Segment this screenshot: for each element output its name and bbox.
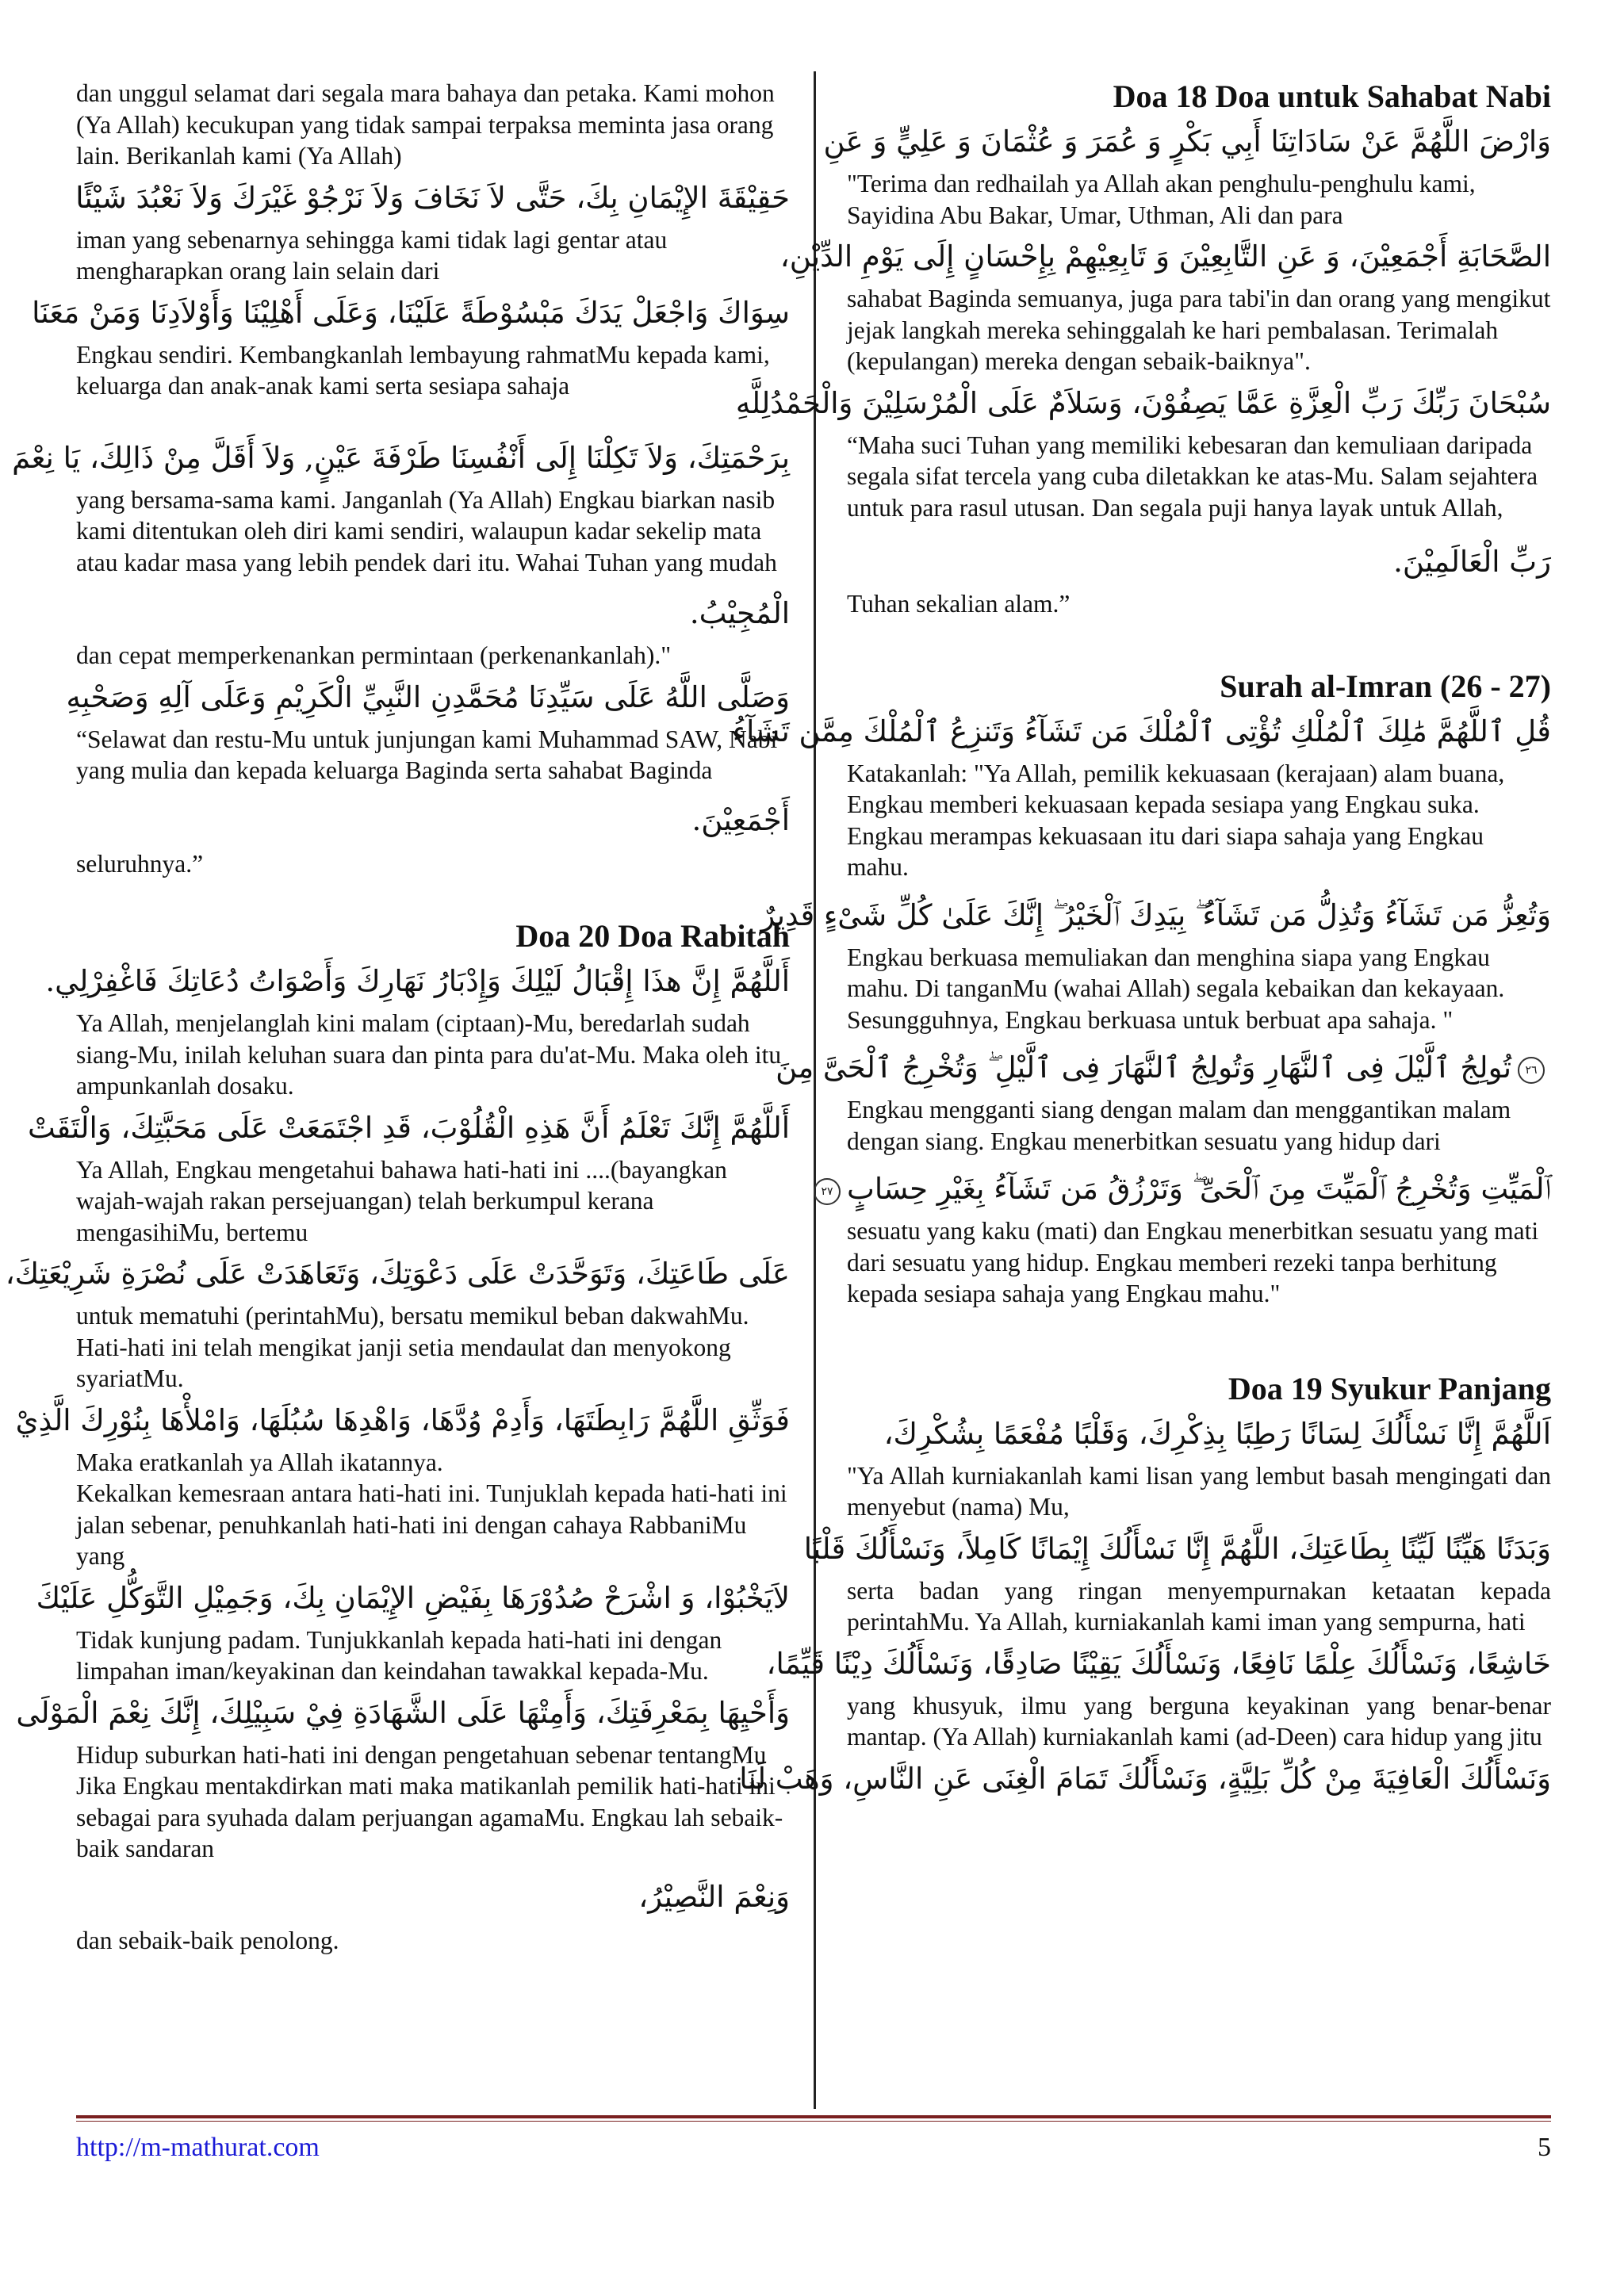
section-heading-doa-18: Doa 18 Doa untuk Sahabat Nabi <box>1113 78 1551 114</box>
quran-line <box>821 1168 1551 1211</box>
arabic-line: لاَيَخْبُوْا، وَ اشْرَحْ صُدُوْرَهَا بِفَيْضِ الإِيْمَانِ بِكَ، وَجَمِيْلِ التَّوَكُّلِ عَلَيْكَ <box>36 1580 790 1615</box>
arabic-line: الصَّحَابَةِ أَجْمَعِيْنَ، وَ عَنِ التَّابِعِيْنَ وَ تَابِعِيْهِمْ بِإِحْسَانٍ إِلَى يَوْمِ الدِّيْنِ، <box>779 239 1551 274</box>
arabic-line: وَنَسْأَلُكَ الْعَافِيَةَ مِنْ كُلِّ بَلِيَّةٍ، وَنَسْأَلُكَ تَمَامَ الْغِنَى عَنِ النَّاسِ، وَهَبْ لَنَا <box>739 1761 1551 1796</box>
paragraph: "Ya Allah kurniakanlah kami lisan yang lembut basah mengingati dan menyebut (nama) Mu, <box>847 1461 1551 1521</box>
footer-rule <box>76 2115 1551 2118</box>
arabic-line: أَجْمَعِيْنَ. <box>691 802 790 837</box>
arabic-line: سِوَاكَ وَاجْعَلْ يَدَكَ مَبْسُوْطَةً عَلَيْنَا، وَعَلَى أَهْلِيْنَا وَأَوْلاَدِنَا وَمَنْ مَعَنَا <box>32 295 790 330</box>
paragraph: Tidak kunjung padam. Tunjukkanlah kepada hati-hati ini dengan limpahan iman/keyakinan dan keindahan tawakkal kepada-Mu. <box>76 1625 722 1685</box>
arabic-line: اَللَّهُمَّ إِنَّا نَسْأَلُكَ لِسَانًا رَطِبًا بِذِكْرِكَ، وَقَلْبًا مُفْعَمًا بِشُكْرِكَ، <box>883 1416 1551 1451</box>
paragraph: serta badan yang ringan menyempurnakan ketaatan kepada perintahMu. Ya Allah, kurniakanlah kami iman yang sempurna, hati <box>847 1576 1551 1636</box>
quran-text: ٱلْمَيِّتِ وَتُخْرِجُ ٱلْمَيِّتَ مِنَ ٱلْحَىِّ ۖ وَتَرْزُقُ مَن تَشَآءُ بِغَيْرِ حِسَابٍ <box>847 1172 1551 1206</box>
arabic-line: سُبْحَانَ رَبِّكَ رَبِّ الْعِزَّةِ عَمَّا يَصِفُوْنَ، وَسَلاَمٌ عَلَى الْمُرْسَلِيْنَ وَالْحَمْدُلِلَّهِ <box>735 385 1551 420</box>
arabic-line: وَبَدَنًا هَيِّنًا لَيِّنًا بِطَاعَتِكَ، اللَّهُمَّ إِنَّا نَسْأَلُكَ إِيْمَانًا كَامِلاً، وَنَسْأَلُكَ قَلْبًا <box>803 1531 1551 1566</box>
paragraph: Ya Allah, Engkau mengetahui bahawa hati-hati ini ....(bayangkan wajah-wajah rakan persejuangan) telah berkumpul kerana mengasihiMu, bertemu <box>76 1155 727 1246</box>
arabic-line: فَوَثِّقِ اللَّهُمَّ رَابِطَتَهَا، وَأَدِمْ وُدَّهَا، وَاهْدِهَا سُبُلَهَا، وَامْلأْهَا بِنُوْرِكَ الَّذِيْ <box>15 1402 790 1437</box>
paragraph: untuk mematuhi (perintahMu), bersatu memikul beban dakwahMu. Hati-hati ini telah mengikat janji setia mendaulat dan menyokong syariatMu. <box>76 1302 749 1392</box>
arabic-line: الْمُجِيْبُ. <box>689 596 790 630</box>
paragraph: dan unggul selamat dari segala mara bahaya dan petaka. Kami mohon (Ya Allah) kecukupan yang tidak sampai terpaksa meminta jasa orang lain. Berikanlah kami (Ya Allah) <box>76 79 775 170</box>
footer-rule-thin <box>76 2121 1551 2122</box>
quran-line: وَتُعِزُّ مَن تَشَآءُ وَتُذِلُّ مَن تَشَآءُ ۖ بِيَدِكَ ٱلْخَيْرُ ۖ إِنَّكَ عَلَىٰ كُلِّ شَىْءٍ قَدِيرٌ <box>760 897 1551 932</box>
page-number: 5 <box>1538 2133 1551 2162</box>
paragraph: Tuhan sekalian alam.” <box>847 590 1071 618</box>
paragraph: Engkau berkuasa memuliakan dan menghina siapa yang Engkau mahu. Di tanganMu (wahai Allah) segala kebaikan dan kekayaan. Sesungguhnya, Engkau berkuasa untuk berbuat apa sahaja. " <box>847 943 1505 1034</box>
section-heading-surah: Surah al-Imran (26 - 27) <box>1220 668 1551 704</box>
footer-website-link[interactable]: http://m-mathurat.com <box>76 2133 320 2162</box>
paragraph: Maka eratkanlah ya Allah ikatannya. <box>76 1448 443 1476</box>
paragraph: “Selawat dan restu-Mu untuk junjungan kami Muhammad SAW, Nabi yang mulia dan kepada keluarga Baginda serta sahabat Baginda <box>76 725 778 784</box>
paragraph: Katakanlah: "Ya Allah, pemilik kekuasaan (kerajaan) alam buana, Engkau memberi kekuasaan kepada sesiapa yang Engkau suka. Engkau merampas kekuasaan itu dari siapa sahaja yang Engkau mahu. <box>847 759 1505 881</box>
ayah-number-marker: ٢٦ <box>1518 1057 1545 1084</box>
paragraph: sesuatu yang kaku (mati) dan Engkau menerbitkan sesuatu yang mati dari sesuatu yang hidup. Engkau memberi rezeki tanpa berhitung kepada sesiapa sahaja yang Engkau mahu." <box>847 1217 1539 1307</box>
section-heading-doa-20: Doa 20 Doa Rabitah <box>515 918 790 954</box>
arabic-line: وَأَحْيِهَا بِمَعْرِفَتِكَ، وَأَمِتْهَا عَلَى الشَّهَادَةِ فِيْ سَبِيْلِكَ، إِنَّكَ نِعْمَ الْمَوْلَى <box>16 1695 790 1730</box>
paragraph: “Maha suci Tuhan yang memiliki kebesaran dan kemuliaan daripada segala sifat tercela yang cuba diletakkan ke atas-Mu. Salam sejahtera untuk para rasul utusan. Dan segala puji hanya layak untuk Allah, <box>847 430 1538 522</box>
section-heading-doa-19: Doa 19 Syukur Panjang <box>1228 1370 1551 1406</box>
paragraph: dan cepat memperkenankan permintaan (perkenankanlah)." <box>76 641 672 669</box>
column-divider <box>814 71 816 2109</box>
paragraph: Hidup suburkan hati-hati ini dengan pengetahuan sebenar tentangMu Jika Engkau mentakdirkan mati maka matikanlah pemilik hati-hati ini sebagai para syuhada dalam perjuangan agamaMu. Engkau lah sebaik-baik sandaran <box>76 1740 783 1862</box>
paragraph: Kekalkan kemesraan antara hati-hati ini. Tunjuklah kepada hati-hati ini jalan sebenar, penuhkanlah hati-hati ini dengan cahaya RabbaniMu yang <box>76 1479 787 1570</box>
arabic-line: وَنِعْمَ النَّصِيْرُ، <box>638 1879 790 1914</box>
arabic-line: حَقِيْقَةَ الإِيْمَانِ بِكَ، حَتَّى لاَ نَخَافَ وَلاَ نَرْجُوْ غَيْرَكَ وَلاَ نَعْبُدَ شَيْئًا <box>75 180 790 215</box>
paragraph: dan sebaik-baik penolong. <box>76 1926 339 1954</box>
paragraph: Engkau sendiri. Kembangkanlah lembayung rahmatMu kepada kami, keluarga dan anak-anak kami serta sesiapa sahaja <box>76 340 770 400</box>
paragraph: iman yang sebenarnya sehingga kami tidak lagi gentar atau mengharapkan orang lain selain dari <box>76 225 668 285</box>
left-column <box>5 78 790 1956</box>
quran-line: قُلِ ٱللَّهُمَّ مَٰلِكَ ٱلْمُلْكِ تُؤْتِى ٱلْمُلْكَ مَن تَشَآءُ وَتَنزِعُ ٱلْمُلْكَ مِمَّن تَشَآءُ <box>732 714 1551 748</box>
paragraph: "Terima dan redhailah ya Allah akan penghulu-penghulu kami, Sayidina Abu Bakar, Umar, Uthman, Ali dan para <box>847 170 1476 229</box>
arabic-line: أَللَّهُمَّ إِنَّكَ تَعْلَمُ أَنَّ هَذِهِ الْقُلُوْبَ، قَدِ اجْتَمَعَتْ عَلَى مَحَبَّتِكَ، وَالْتَقَتْ <box>27 1110 790 1145</box>
quran-line <box>776 1047 1551 1089</box>
arabic-line: أَللَّهُمَّ إِنَّ هذَا إِقْبَالُ لَيْلِكَ وَإِدْبَارُ نَهَارِكَ وَأَصْوَاتُ دُعَاتِكَ فَاغْفِرْلِي. <box>45 964 790 998</box>
paragraph: yang khusyuk, ilmu yang berguna keyakinan yang benar-benar mantap. (Ya Allah) kurniakanlah kami (ad-Deen) cara hidup yang jitu <box>847 1691 1551 1751</box>
quran-text: تُولِجُ ٱلَّيْلَ فِى ٱلنَّهَارِ وَتُولِجُ ٱلنَّهَارَ فِى ٱلَّيْلِ ۖ وَتُخْرِجُ ٱلْحَىَّ مِنَ <box>776 1050 1511 1085</box>
paragraph: Engkau mengganti siang dengan malam dan menggantikan malam dengan siang. Engkau menerbitkan sesuatu yang hidup dari <box>847 1096 1511 1155</box>
ayah-number-marker: ٢٧ <box>814 1178 841 1205</box>
paragraph: sahabat Baginda semuanya, juga para tabi'in dan orang yang mengikut jejak langkah mereka sehinggalah ke hari pembalasan. Terimalah (kepulangan) mereka dengan sebaik-baiknya". <box>847 285 1551 375</box>
arabic-line: وَارْضَ اللَّهُمَّ عَنْ سَادَاتِنَا أَبِي بَكْرٍ وَ عُمَرَ وَ عُثْمَانَ وَ عَلِيٍّ وَ عَنِ <box>823 124 1551 159</box>
arabic-line: رَبِّ الْعَالَمِيْنَ. <box>1393 545 1551 579</box>
paragraph: Ya Allah, menjelanglah kini malam (ciptaan)-Mu, beredarlah sudah siang-Mu, inilah keluhan suara dan pinta para du'at-Mu. Maka oleh itu ampunkanlah dosaku. <box>76 1009 782 1100</box>
arabic-line: بِرَحْمَتِكَ، وَلاَ تَكِلْنَا إِلَى أَنْفُسِنَا طَرْفَةَ عَيْنٍ, وَلاَ أَقَلَّ مِنْ ذَالِكَ، يَا نِعْمَ <box>12 440 790 475</box>
paragraph: seluruhnya.” <box>76 849 204 878</box>
paragraph: yang bersama-sama kami. Janganlah (Ya Allah) Engkau biarkan nasib kami ditentukan oleh diri kami sendiri, walaupun kadar sekelip mata atau kadar masa yang lebih pendek dari itu. Wahai Tuhan yang mudah <box>76 485 777 576</box>
arabic-line: خَاشِعًا، وَنَسْأَلُكَ عِلْمًا نَافِعًا، وَنَسْأَلُكَ يَقِيْنًا صَادِقًا، وَنَسْأَلُكَ دِيْنًا قَيِّمًا، <box>766 1646 1551 1681</box>
arabic-line: وَصَلَّى اللَّهُ عَلَى سَيِّدِنَا مُحَمَّدِنِ النَّبِيِّ الْكَرِيْمِ وَعَلَى آلِهِ وَصَحْبِهِ <box>66 679 790 714</box>
arabic-line: عَلَى طَاعَتِكَ، وَتَوَحَّدَتْ عَلَى دَعْوَتِكَ، وَتَعَاهَدَتْ عَلَى نُصْرَةِ شَرِيْعَتِكَ، <box>5 1257 790 1291</box>
